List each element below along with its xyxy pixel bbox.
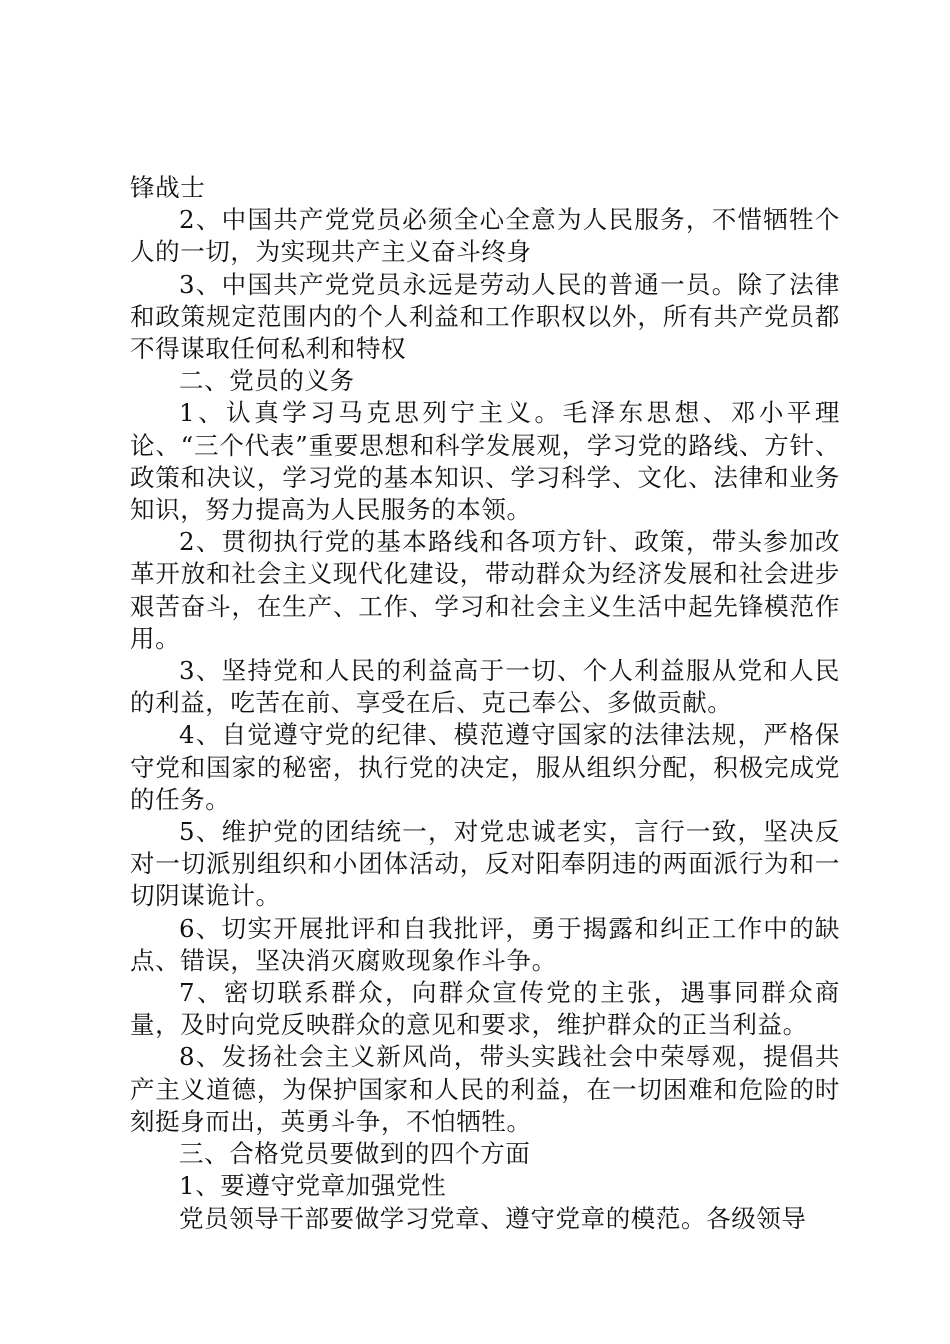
section-heading-four-aspects: 三、合格党员要做到的四个方面 [179, 1139, 531, 1169]
sub-heading-party-constitution: 1、要遵守党章加强党性 [179, 1171, 447, 1201]
duty-item-6: 6、切实开展批评和自我批评，勇于揭露和纠正工作中的缺点、错误，坚决消灭腐败现象作斗争。 [130, 913, 840, 975]
duty-item-8: 8、发扬社会主义新风尚，带头实践社会中荣辱观，提倡共产主义道德，为保护国家和人民的利益，在一切困难和危险的时刻挺身而出，英勇斗争，不怕牺牲。 [130, 1042, 840, 1136]
paragraph-item-3: 3、中国共产党党员永远是劳动人民的普通一员。除了法律和政策规定范围内的个人利益和工作职权以外，所有共产党员都不得谋取任何私利和特权 [130, 269, 840, 364]
duty-item-3: 3、坚持党和人民的利益高于一切、个人利益服从党和人民的利益，吃苦在前、享受在后、克己奉公、多做贡献。 [130, 656, 840, 718]
document-body [130, 172, 840, 1235]
section-heading-duties: 二、党员的义务 [179, 366, 355, 396]
paragraph-item-2: 2、中国共产党党员必须全心全意为人民服务，不惜牺牲个人的一切，为实现共产主义奋斗终身 [130, 205, 840, 267]
duty-item-5: 5、维护党的团结统一，对党忠诚老实，言行一致，坚决反对一切派别组织和小团体活动，反对阳奉阴违的两面派行为和一切阴谋诡计。 [130, 817, 840, 911]
paragraph-body: 党员领导干部要做学习党章、遵守党章的模范。各级领导 [179, 1203, 807, 1233]
duty-item-7: 7、密切联系群众，向群众宣传党的主张，遇事同群众商量，及时向党反映群众的意见和要求，维护群众的正当利益。 [130, 978, 840, 1040]
paragraph-continuation: 锋战士 [130, 173, 206, 202]
duty-item-2: 2、贯彻执行党的基本路线和各项方针、政策，带头参加改革开放和社会主义现代化建设，带动群众为经济发展和社会进步艰苦奋斗，在生产、工作、学习和社会主义生活中起先锋模范作用。 [130, 527, 840, 653]
duty-item-1: 1、认真学习马克思列宁主义。毛泽东思想、邓小平理论、“三个代表”重要思想和科学发展观，学习党的路线、方针、政策和决议，学习党的基本知识、学习科学、文化、法律和业务知识，努力提高为人民服务的本领。 [130, 398, 840, 525]
duty-item-4: 4、自觉遵守党的纪律、模范遵守国家的法律法规，严格保守党和国家的秘密，执行党的决定，服从组织分配，积极完成党的任务。 [130, 720, 840, 814]
